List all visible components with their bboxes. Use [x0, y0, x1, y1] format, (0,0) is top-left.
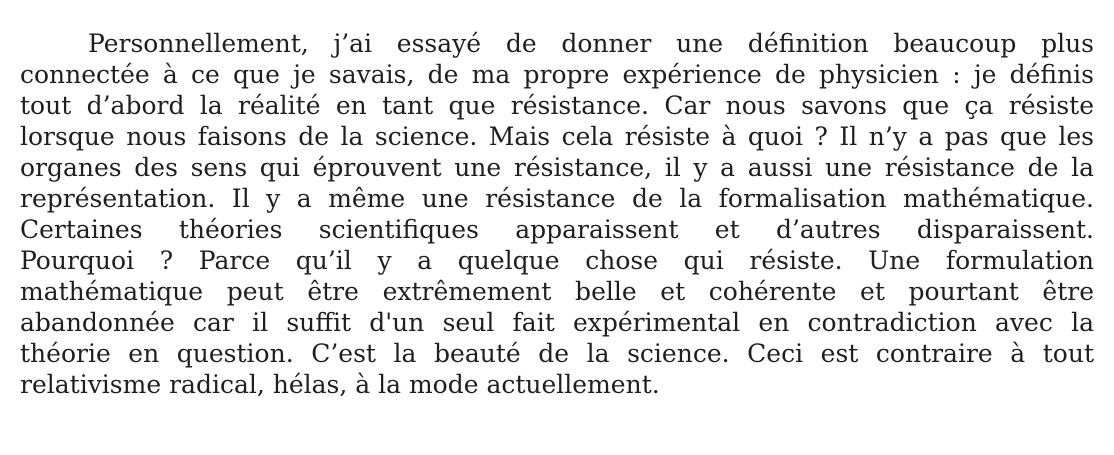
text-line: mathématique peut être extrêmement belle et cohérente et pourtant être — [20, 277, 1094, 306]
text-line-last: relativisme radical, hélas, à la mode actuellement. — [20, 370, 660, 399]
body-paragraph — [20, 28, 1094, 400]
text-line: Certaines théories scientifiques apparaissent et d’autres disparaissent. — [20, 215, 1094, 244]
text-line: représentation. Il y a même une résistance de la formalisation mathématique. — [20, 184, 1094, 213]
text-line: connectée à ce que je savais, de ma propre expérience de physicien : je définis — [20, 60, 1094, 89]
text-line: théorie en question. C’est la beauté de la science. Ceci est contraire à tout — [20, 339, 1094, 368]
text-line: abandonnée car il suffit d'un seul fait expérimental en contradiction avec la — [20, 308, 1094, 337]
text-line: organes des sens qui éprouvent une résistance, il y a aussi une résistance de la — [20, 153, 1094, 182]
document-page — [20, 28, 1094, 400]
text-line: Personnellement, j’ai essayé de donner une définition beaucoup plus — [88, 29, 1094, 58]
text-line: Pourquoi ? Parce qu’il y a quelque chose qui résiste. Une formulation — [20, 246, 1094, 275]
text-line: lorsque nous faisons de la science. Mais cela résiste à quoi ? Il n’y a pas que les — [20, 122, 1094, 151]
text-line: tout d’abord la réalité en tant que résistance. Car nous savons que ça résiste — [20, 91, 1094, 120]
